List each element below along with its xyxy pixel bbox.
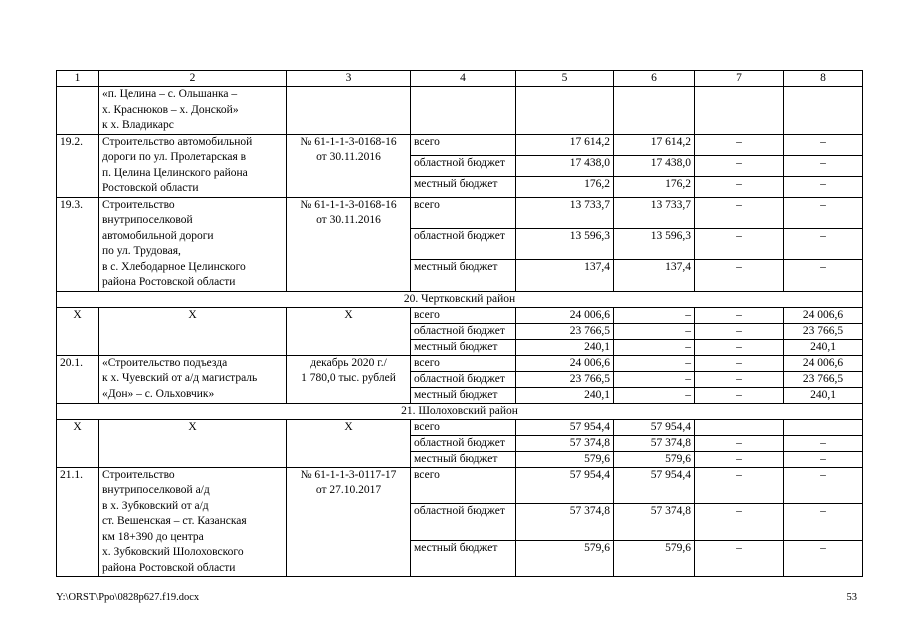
amount-col7: – xyxy=(695,134,784,155)
cell-line: к х. Владикарс xyxy=(102,119,174,131)
cell-line: «п. Целина – с. Ольшанка – xyxy=(102,88,238,100)
cell-line: от 30.11.2016 xyxy=(316,151,381,163)
cell-line: Строительство xyxy=(102,468,175,481)
cell-line: дороги по ул. Пролетарская в xyxy=(102,151,247,163)
amount-col7: – xyxy=(695,197,784,228)
cell-line: в х. Зубковский от а/д xyxy=(102,499,209,512)
section-title-row xyxy=(57,291,863,307)
document-ref-x: Х xyxy=(287,307,411,355)
amount-col7: – xyxy=(695,467,784,504)
budget-source: областной бюджет xyxy=(411,155,516,176)
amount-col8: – xyxy=(784,504,863,541)
empty-cell xyxy=(287,87,411,135)
cell-line: к х. Чуевский от а/д магистраль xyxy=(102,372,258,384)
object-name xyxy=(99,467,287,577)
document-ref xyxy=(287,467,411,577)
amount-col7: – xyxy=(695,228,784,259)
amount-col6: 13 733,7 xyxy=(614,197,695,228)
cell-line: района Ростовской области xyxy=(102,276,236,288)
budget-source: местный бюджет xyxy=(411,540,516,577)
amount-col6: 176,2 xyxy=(614,176,695,197)
budget-source: местный бюджет xyxy=(411,176,516,197)
cell-line: ст. Вешенская – ст. Казанская xyxy=(102,515,247,527)
section-title: 20. Чертковский район xyxy=(57,291,863,307)
cell-line: км 18+390 до центра xyxy=(102,530,204,543)
amount-col8: 240,1 xyxy=(784,339,863,355)
amount-col8: 240,1 xyxy=(784,387,863,403)
amount-col6: 579,6 xyxy=(614,451,695,467)
amount-col6: – xyxy=(614,339,695,355)
column-number: 4 xyxy=(411,71,516,87)
cell-line: № 61-1-1-3-0117-17 xyxy=(300,468,397,481)
object-name-x: Х xyxy=(99,307,287,355)
document-ref-x: Х xyxy=(287,419,411,467)
amount-col6: – xyxy=(614,371,695,387)
program-table xyxy=(56,70,863,577)
amount-col6: 57 374,8 xyxy=(614,504,695,541)
amount-col6: – xyxy=(614,355,695,371)
amount-col8: – xyxy=(784,260,863,291)
cell-line: от 30.11.2016 xyxy=(316,214,381,226)
row-number: 20.1. xyxy=(57,355,99,403)
amount-total: 57 374,8 xyxy=(516,504,614,541)
amount-col7: – xyxy=(695,355,784,371)
amount-total: 23 766,5 xyxy=(516,323,614,339)
amount-col6: 57 374,8 xyxy=(614,435,695,451)
table-row xyxy=(57,419,863,435)
table-row xyxy=(57,467,863,504)
row-number-x: Х xyxy=(57,419,99,467)
budget-source: всего xyxy=(411,134,516,155)
amount-total: 23 766,5 xyxy=(516,371,614,387)
column-number: 5 xyxy=(516,71,614,87)
budget-source: местный бюджет xyxy=(411,260,516,291)
cell-line: «Строительство подъезда xyxy=(102,356,228,369)
amount-col8: 24 006,6 xyxy=(784,307,863,323)
budget-source: всего xyxy=(411,197,516,228)
amount-col6: 137,4 xyxy=(614,260,695,291)
amount-total: 13 596,3 xyxy=(516,228,614,259)
footer-page-number: 53 xyxy=(846,592,857,603)
amount-col7: – xyxy=(695,451,784,467)
object-name xyxy=(99,197,287,291)
cell-line: х. Краснюков – х. Донской» xyxy=(102,103,239,116)
object-name xyxy=(99,355,287,403)
cell-line: внутрипоселковой xyxy=(102,214,193,226)
row-number xyxy=(57,87,99,135)
document-ref xyxy=(287,134,411,197)
amount-col8: – xyxy=(784,228,863,259)
amount-total: 176,2 xyxy=(516,176,614,197)
cell-line: № 61-1-1-3-0168-16 xyxy=(300,135,397,148)
amount-col8: 24 006,6 xyxy=(784,355,863,371)
amount-total: 13 733,7 xyxy=(516,197,614,228)
amount-total: 57 954,4 xyxy=(516,467,614,504)
budget-source: областной бюджет xyxy=(411,435,516,451)
budget-source: всего xyxy=(411,355,516,371)
amount-col7: – xyxy=(695,339,784,355)
amount-col6: 579,6 xyxy=(614,540,695,577)
amount-total: 240,1 xyxy=(516,387,614,403)
column-number: 7 xyxy=(695,71,784,87)
table-row xyxy=(57,307,863,323)
amount-col6: 13 596,3 xyxy=(614,228,695,259)
cell-line: района Ростовской области xyxy=(102,561,236,574)
amount-col8: – xyxy=(784,155,863,176)
amount-total: 17 614,2 xyxy=(516,134,614,155)
cell-line: внутрипоселковой а/д xyxy=(102,484,210,496)
column-number: 3 xyxy=(287,71,411,87)
cell-line: автомобильной дороги xyxy=(102,229,214,242)
amount-col7: – xyxy=(695,260,784,291)
row-number: 19.2. xyxy=(57,134,99,197)
cell-line: 1 780,0 тыс. рублей xyxy=(301,372,396,384)
document-ref xyxy=(287,197,411,291)
amount-total: 17 438,0 xyxy=(516,155,614,176)
amount-col8 xyxy=(784,419,863,435)
budget-source: местный бюджет xyxy=(411,451,516,467)
amount-total: 579,6 xyxy=(516,451,614,467)
amount-col7: – xyxy=(695,323,784,339)
amount-col6: 57 954,4 xyxy=(614,419,695,435)
cell-line: № 61-1-1-3-0168-16 xyxy=(300,198,397,211)
amount-col8: – xyxy=(784,467,863,504)
amount-total: 240,1 xyxy=(516,339,614,355)
row-number-x: Х xyxy=(57,307,99,355)
object-name xyxy=(99,87,287,135)
amount-col8: – xyxy=(784,176,863,197)
table-row xyxy=(57,355,863,371)
cell-line: от 27.10.2017 xyxy=(315,484,382,496)
table-row xyxy=(57,87,863,135)
amount-col8: – xyxy=(784,197,863,228)
column-number: 2 xyxy=(99,71,287,87)
column-number: 1 xyxy=(57,71,99,87)
column-number: 8 xyxy=(784,71,863,87)
cell-line: в с. Хлебодарное Целинского xyxy=(102,260,246,273)
budget-source: местный бюджет xyxy=(411,387,516,403)
cell-line: Ростовской области xyxy=(102,182,199,194)
budget-source: областной бюджет xyxy=(411,504,516,541)
amount-col7: – xyxy=(695,435,784,451)
amount-col7: – xyxy=(695,504,784,541)
cell-line: «Дон» – с. Ольховчик» xyxy=(102,387,215,400)
amount-col8: 23 766,5 xyxy=(784,371,863,387)
amount-total: 137,4 xyxy=(516,260,614,291)
header-row xyxy=(57,71,863,87)
amount-col7: – xyxy=(695,155,784,176)
amount-col7: – xyxy=(695,371,784,387)
object-name-x: Х xyxy=(99,419,287,467)
budget-source: местный бюджет xyxy=(411,339,516,355)
amount-col6: – xyxy=(614,307,695,323)
budget-source: всего xyxy=(411,467,516,504)
footer-file-path: Y:\ORST\Ppo\0828p627.f19.docx xyxy=(56,592,200,603)
empty-cell xyxy=(695,87,784,135)
amount-col6: 17 614,2 xyxy=(614,134,695,155)
empty-cell xyxy=(516,87,614,135)
amount-col7: – xyxy=(695,540,784,577)
table-row xyxy=(57,197,863,228)
table-row xyxy=(57,134,863,155)
budget-source: областной бюджет xyxy=(411,323,516,339)
column-number: 6 xyxy=(614,71,695,87)
amount-total: 57 374,8 xyxy=(516,435,614,451)
row-number: 19.3. xyxy=(57,197,99,291)
amount-total: 24 006,6 xyxy=(516,355,614,371)
budget-source: всего xyxy=(411,307,516,323)
amount-col7 xyxy=(695,419,784,435)
row-number: 21.1. xyxy=(57,467,99,577)
cell-line: Строительство xyxy=(102,198,175,211)
amount-col7: – xyxy=(695,176,784,197)
cell-line: Строительство автомобильной xyxy=(102,135,253,148)
empty-cell xyxy=(614,87,695,135)
cell-line: х. Зубковский Шолоховского xyxy=(102,546,244,558)
amount-col8: – xyxy=(784,540,863,577)
section-title-row xyxy=(57,403,863,419)
amount-col6: – xyxy=(614,323,695,339)
cell-line: декабрь 2020 г./ xyxy=(310,356,387,369)
amount-total: 24 006,6 xyxy=(516,307,614,323)
amount-col6: 57 954,4 xyxy=(614,467,695,504)
amount-total: 579,6 xyxy=(516,540,614,577)
empty-cell xyxy=(784,87,863,135)
empty-cell xyxy=(411,87,516,135)
object-name xyxy=(99,134,287,197)
amount-col8: – xyxy=(784,435,863,451)
document-ref xyxy=(287,355,411,403)
budget-source: всего xyxy=(411,419,516,435)
cell-line: п. Целина Целинского района xyxy=(102,166,248,179)
amount-total: 57 954,4 xyxy=(516,419,614,435)
cell-line: по ул. Трудовая, xyxy=(102,245,181,257)
section-title: 21. Шолоховский район xyxy=(57,403,863,419)
budget-source: областной бюджет xyxy=(411,228,516,259)
amount-col8: 23 766,5 xyxy=(784,323,863,339)
amount-col8: – xyxy=(784,451,863,467)
budget-source: областной бюджет xyxy=(411,371,516,387)
amount-col6: – xyxy=(614,387,695,403)
amount-col7: – xyxy=(695,387,784,403)
amount-col6: 17 438,0 xyxy=(614,155,695,176)
amount-col7: – xyxy=(695,307,784,323)
amount-col8: – xyxy=(784,134,863,155)
